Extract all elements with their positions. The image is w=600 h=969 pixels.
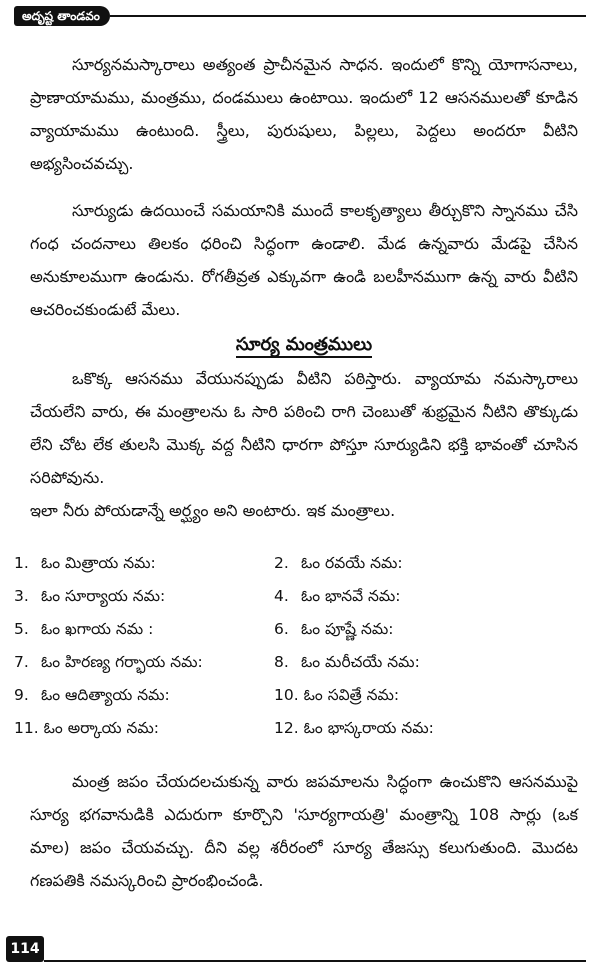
mantra-text: ఓం అర్కాయ నమ: — [43, 718, 160, 737]
mantra-text: ఓం మరీచయే నమ: — [300, 652, 420, 671]
mantra-item — [14, 554, 274, 576]
mantra-text: ఓం పూష్ణే నమ: — [300, 619, 394, 638]
mantra-row — [14, 581, 574, 614]
mantra-text: ఓం ఆదిత్యాయ నమ: — [40, 685, 170, 704]
mantra-text: ఓం హిరణ్య గర్భాయ నమ: — [40, 652, 203, 671]
mantra-text: ఓం భాస్కరాయ నమ: — [303, 718, 434, 737]
mantra-number: 6. — [274, 619, 289, 638]
mantra-text: ఓం సూర్యాయ నమ: — [40, 586, 166, 605]
mantra-number: 12. — [274, 718, 299, 737]
mantra-item — [274, 554, 534, 576]
mantra-number: 2. — [274, 553, 289, 572]
mantra-number: 5. — [14, 619, 29, 638]
mantra-number: 8. — [274, 652, 289, 671]
mantra-text: ఓం సవిత్రే నమ: — [303, 685, 400, 704]
page-number: 114 — [6, 936, 44, 962]
mantra-text: ఓం ఖగాయ నమ : — [40, 619, 154, 638]
paragraph-intro: సూర్యనమస్కారాలు అత్యంత ప్రాచీనమైన సాధన. ఇందులో కొన్ని యోగాసనాలు, ప్రాణాయామము, మంత్రము, దండములు ఉంటాయి. ఇందులో 12 ఆసనములతో కూడిన వ్యాయామము ఉంటుంది. స్త్రీలు, పురుషులు, పిల్లలు, పెద్దలు అందరూ వీటిని అభ్యసించవచ్చు. — [30, 55, 578, 173]
mantra-item — [274, 719, 534, 741]
mantra-row — [14, 647, 574, 680]
paragraph-japam: మంత్ర జపం చేయదలచుకున్న వారు జపమాలను సిద్ధంగా ఉంచుకొని ఆసనముపై సూర్య భగవానుడికి ఎదురుగా కూర్చొని 'సూర్యగాయత్రి' మంత్రాన్ని 108 సార్లు (ఒక మాల) జపం చేయవచ్చు. దీని వల్ల శరీరంలో సూర్య తేజస్సు కలుగుతుంది. మొదట గణపతికి నమస్కరించి ప్రారంభించండి. — [30, 772, 578, 890]
section-heading — [30, 330, 578, 360]
mantra-number: 3. — [14, 586, 29, 605]
book-title: అదృష్ట తాండవం — [14, 6, 110, 26]
mantra-item — [274, 620, 534, 642]
mantra-item — [274, 587, 534, 609]
mantra-item — [14, 620, 274, 642]
page-body — [30, 48, 578, 527]
paragraph-instructions: సూర్యుడు ఉదయించే సమయానికి ముందే కాలకృత్యాలు తీర్చుకొని స్నానము చేసి గంధ చందనాలు తిలకం ధరించి సిద్ధంగా ఉండాలి. మేడ ఉన్నవారు మేడపై చేసిన అనుకూలముగా ఉండును. రోగతీవ్రత ఎక్కువగా ఉండి బలహీనముగా ఉన్న వారు వీటిని ఆచరించకుండుటే మేలు. — [30, 201, 578, 319]
mantra-item — [14, 686, 274, 708]
running-header — [14, 6, 586, 28]
mantra-text: ఓం రవయే నమ: — [300, 553, 403, 572]
mantra-number: 10. — [274, 685, 299, 704]
mantra-text: ఓం మిత్రాయ నమ: — [40, 553, 156, 572]
mantra-item — [14, 653, 274, 675]
mantra-item — [274, 686, 534, 708]
mantra-number: 1. — [14, 553, 29, 572]
mantra-number: 9. — [14, 685, 29, 704]
closing-section — [30, 765, 578, 897]
mantra-text: ఓం భానవే నమ: — [300, 586, 401, 605]
page-footer — [0, 936, 600, 966]
mantra-number: 4. — [274, 586, 289, 605]
mantra-item — [274, 653, 534, 675]
paragraph-mantra-usage: ఒకొక్క ఆసనము వేయునప్పుడు వీటిని పఠిస్తారు. వ్యాయామ నమస్కారాలు చేయలేని వారు, ఈ మంత్రాలను ఓ సారి పఠించి రాగి చెంబుతో శుభ్రమైన నీటిని తొక్కుడు లేని చోట లేక తులసి మొక్క వద్ద నీటిని ధారగా పోస్తూ సూర్యుడిని భక్తి భావంతో చూసిన సరిపోవును. — [30, 369, 578, 487]
mantra-row — [14, 680, 574, 713]
mantra-list — [14, 548, 574, 746]
mantra-item — [14, 719, 274, 741]
mantra-row — [14, 614, 574, 647]
mantra-item — [14, 587, 274, 609]
paragraph-arghyam: ఇలా నీరు పోయడాన్నే అర్ఘ్యం అని అంటారు. ఇక మంత్రాలు. — [30, 501, 396, 520]
mantra-number: 11. — [14, 718, 39, 737]
mantra-number: 7. — [14, 652, 29, 671]
mantra-row — [14, 548, 574, 581]
section-heading-text: సూర్య మంత్రములు — [236, 334, 372, 358]
header-rule — [110, 15, 586, 17]
mantra-row — [14, 713, 574, 746]
footer-rule — [44, 960, 586, 962]
